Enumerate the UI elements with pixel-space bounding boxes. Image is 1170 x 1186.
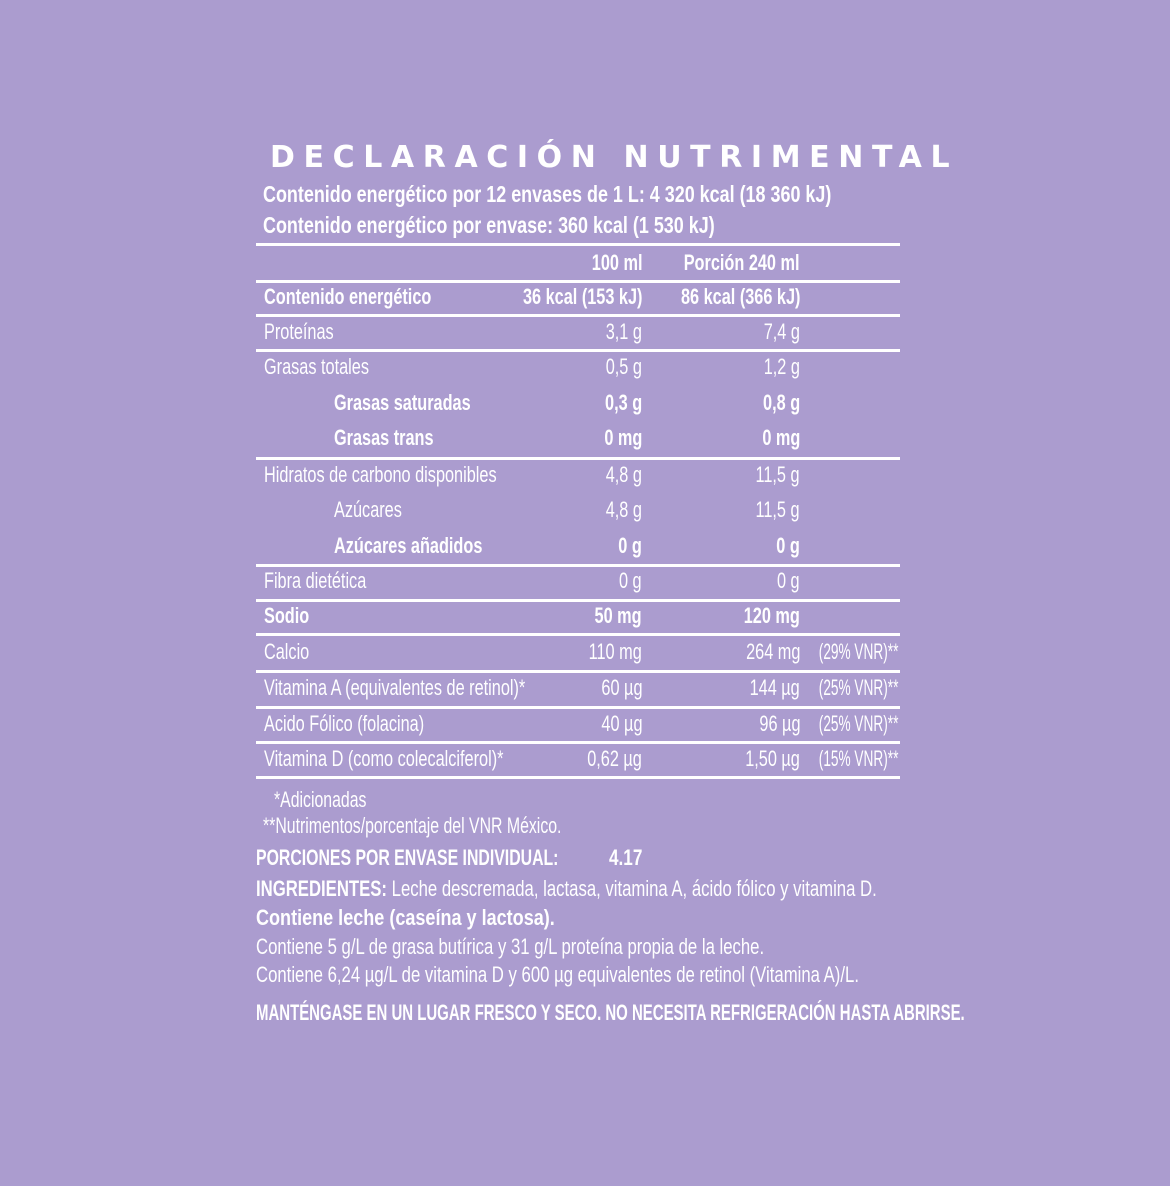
row-name-sodium: Sodio (264, 603, 310, 628)
portions-label: PORCIONES POR ENVASE INDIVIDUAL: (256, 845, 559, 870)
row-name-proteins: Proteínas (264, 319, 334, 344)
footnote-added: *Adicionadas (274, 787, 367, 812)
contains-vitamin-d: Contiene 6,24 µg/L de vitamina D y 600 µg equivalentes de retinol (Vitamina A)/L. (256, 962, 859, 987)
table-rule (256, 776, 900, 779)
row-name-sugars: Azúcares (334, 497, 402, 522)
table-rule (256, 670, 900, 673)
row-name-vitamin-d: Vitamina D (como colecalciferol)* (264, 746, 504, 771)
row-name-vitamin-a: Vitamina A (equivalentes de retinol)* (264, 675, 526, 700)
table-rule (256, 633, 900, 636)
row-name-saturated-fat: Grasas saturadas (334, 390, 471, 415)
row-name-energy: Contenido energético (264, 284, 432, 309)
row-name-folic-acid: Acido Fólico (folacina) (264, 711, 425, 736)
row-name-trans-fat: Grasas trans (334, 425, 434, 450)
table-rule (256, 457, 900, 460)
ingredients-line (256, 876, 1073, 902)
table-rule (256, 741, 900, 744)
row-name-total-fat: Grasas totales (264, 354, 369, 379)
panel-title: DECLARACIÓN NUTRIMENTAL (270, 140, 959, 175)
table-rule (256, 599, 900, 602)
contains-milk: Contiene leche (caseína y lactosa). (256, 905, 555, 930)
ingredients-text: Leche descremada, lactasa, vitamina A, ácido fólico y vitamina D. (391, 876, 877, 901)
energy-total-line: Contenido energético por 12 envases de 1 L: 4 320 kcal (18 360 kJ) (263, 181, 832, 207)
energy-per-pack-line: Contenido energético por envase: 360 kcal (1 530 kJ) (263, 212, 715, 238)
footnote-vnr: **Nutrimentos/porcentaje del VNR México. (263, 813, 562, 838)
row-name-fiber: Fibra dietética (264, 568, 367, 593)
table-rule (256, 706, 900, 709)
contains-fat: Contiene 5 g/L de grasa butírica y 31 g/L proteína propia de la leche. (256, 934, 765, 959)
portions-value: 4.17 (609, 845, 643, 870)
row-name-carbohydrates: Hidratos de carbono disponibles (264, 462, 497, 487)
row-name-calcium: Calcio (264, 639, 310, 664)
storage-instructions: MANTÉNGASE EN UN LUGAR FRESCO Y SECO. NO NECESITA REFRIGERACIÓN HASTA ABRIRSE. (256, 1000, 965, 1025)
ingredients-label: INGREDIENTES: (256, 876, 387, 901)
table-rule (256, 349, 900, 352)
table-rule (256, 314, 900, 317)
table-rule (256, 243, 900, 246)
row-name-added-sugars: Azúcares añadidos (334, 533, 483, 558)
